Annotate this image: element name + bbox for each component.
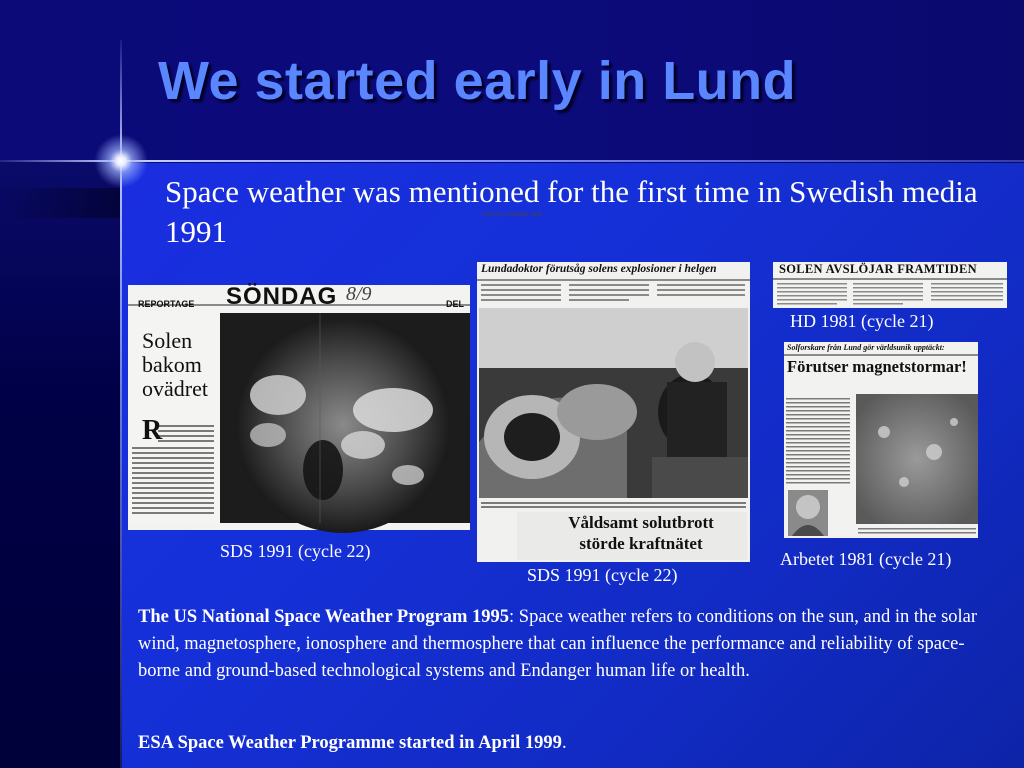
clipping-sondag-headline (142, 329, 208, 401)
slide-title: We started early in Lund (158, 51, 797, 111)
clipping-sondag-headline-line: Solen (142, 328, 193, 353)
horizontal-rule (0, 160, 1024, 162)
clipping-sondag-section: REPORTAGE (138, 299, 195, 309)
clipping-arbetet-headline: Förutser magnetstormar! (787, 357, 967, 376)
clipping-hd-headline: SOLEN AVSLÖJAR FRAMTIDEN (779, 262, 977, 276)
esa-statement (138, 730, 1000, 756)
clipping-sondag-headline-line: bakom (142, 352, 202, 377)
clipping-sds-photo-bottom-headline (541, 512, 741, 554)
clipping-sds-photo-bottom-headline-line: störde kraftnätet (579, 534, 703, 553)
clipping-sondag-headline-line: ovädret (142, 376, 208, 401)
clipping-sds-photo-caption: Henrik Lundstedt tittar... (483, 212, 547, 218)
clipping-sondag-masthead: SÖNDAG (226, 283, 338, 310)
caption-sds-2: SDS 1991 (cycle 22) (527, 565, 678, 585)
newspaper-clipping-arbetet (784, 342, 978, 538)
program-description (138, 604, 1000, 685)
newspaper-clipping-sondag (128, 285, 470, 530)
esa-label: ESA Space Weather Programme started in April 1999 (138, 733, 562, 753)
newspaper-clipping-sds-photo (477, 212, 750, 562)
caption-hd: HD 1981 (cycle 21) (790, 311, 934, 331)
newspaper-clipping-hd (773, 262, 1007, 308)
caption-arbetet: Arbetet 1981 (cycle 21) (780, 549, 952, 569)
program-label: The US National Space Weather Program 1995 (138, 607, 510, 627)
caption-sds-1: SDS 1991 (cycle 22) (220, 541, 371, 561)
clipping-sds-photo-bottom-headline-line: Våldsamt solutbrott (568, 513, 714, 532)
clipping-sondag-section-right: DEL (446, 299, 464, 309)
left-band-background (0, 160, 122, 768)
clipping-sondag-handwritten-date: 8/9 (346, 283, 372, 305)
clipping-sondag-dropcap: R (142, 415, 163, 446)
clipping-arbetet-kicker: Solforskare från Lund gör världsunik upptäckt: (787, 343, 945, 352)
star-flare-icon (94, 134, 148, 188)
slide-subtitle: Space weather was mentioned for the first time in Swedish media 1991 (165, 174, 978, 249)
left-accent-band (0, 188, 122, 218)
clipping-sondag-graphic (128, 285, 470, 530)
program-text: : Space weather refers to conditions on the sun, and in the solar wind, magnetosphere, ionosphere and thermosphere that can influence the performance and reliability of space-borne and ground-based technological systems and Endanger human life or health. (138, 607, 978, 681)
clipping-sds-photo-headline: Lundadoktor förutsåg solens explosioner i helgen (481, 263, 717, 275)
esa-suffix: . (561, 733, 567, 753)
